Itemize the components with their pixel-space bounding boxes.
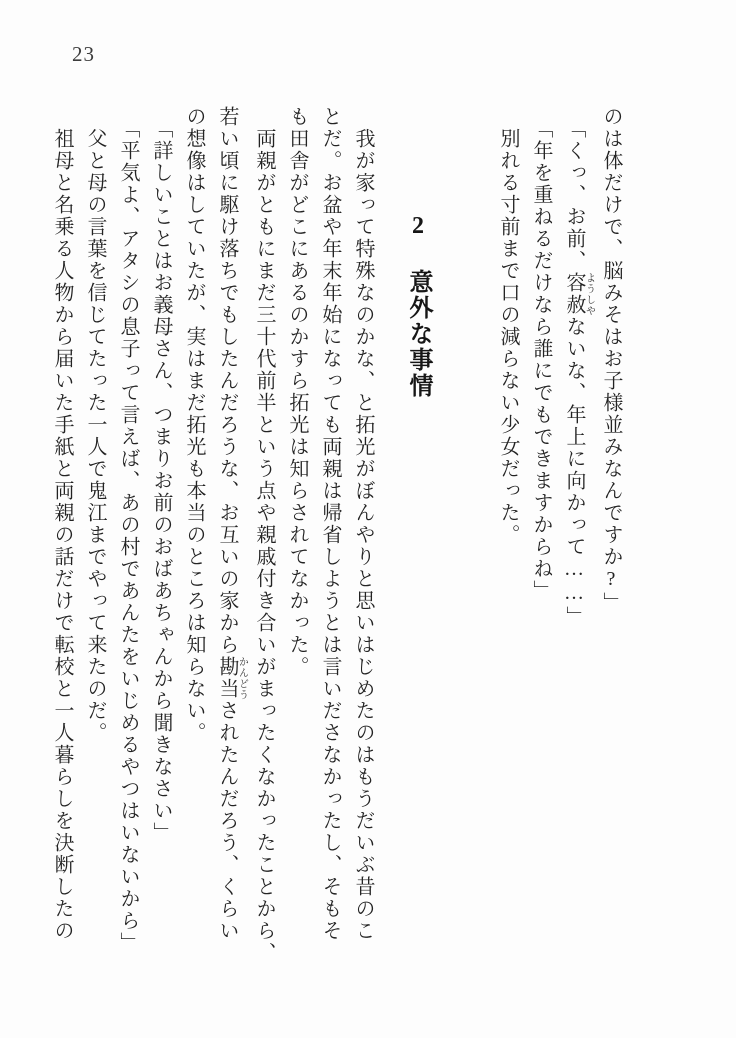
text-column: 両親がともにまだ三十代前半という点や親戚付き合いがまったくなかったことから、 xyxy=(253,128,275,964)
text-column: 「詳しいことはお義母さん、つまりお前のおばあちゃんから聞きなさい」 xyxy=(150,118,172,844)
text-column: 我が家って特殊なのかな、と拓光がぼんやりと思いはじめたのはもうだいぶ昔のこ xyxy=(352,128,374,942)
chapter-heading: 2 意外な事情 xyxy=(405,213,431,399)
text-column: のは体だけで、脳みそはお子様並みなんですか?」 xyxy=(600,106,622,614)
text-column: 「年を重ねるだけなら誰にでもできますからね」 xyxy=(530,118,552,602)
text-column: とだ。お盆や年末年始になっても両親は帰省しようとは言いださなかったし、そもそ xyxy=(319,106,341,942)
text-column: 「平気よ、アタシの息子って言えば、あの村であんたをいじめるやつはいないから」 xyxy=(117,118,139,954)
text-column: 父と母の言葉を信じてたった一人で鬼江までやって来たのだ。 xyxy=(84,128,106,744)
page-number: 23 xyxy=(72,42,95,66)
text-column: 「くっ、お前、容赦ようしやないな、年上に向かって……」 xyxy=(563,118,595,628)
text-column: の想像はしていたが、実はまだ拓光も本当のところは知らない。 xyxy=(183,106,205,744)
furigana-ruby: 勘当かんどう xyxy=(216,656,248,700)
text-column: も田舎がどこにあるのかすら拓光は知らされてなかった。 xyxy=(286,106,308,678)
text-columns xyxy=(45,106,627,972)
furigana-ruby: 容赦ようしや xyxy=(563,272,595,316)
text-column: 別れる寸前まで口の減らない少女だった。 xyxy=(497,128,519,546)
text-column: 若い頃に駆け落ちでもしたんだろうな、お互いの家から勘当かんどうされたんだろう、くらい xyxy=(216,106,248,942)
text-column: 祖母と名乗る人物から届いた手紙と両親の話だけで転校と一人暮らしを決断したの xyxy=(51,128,73,942)
